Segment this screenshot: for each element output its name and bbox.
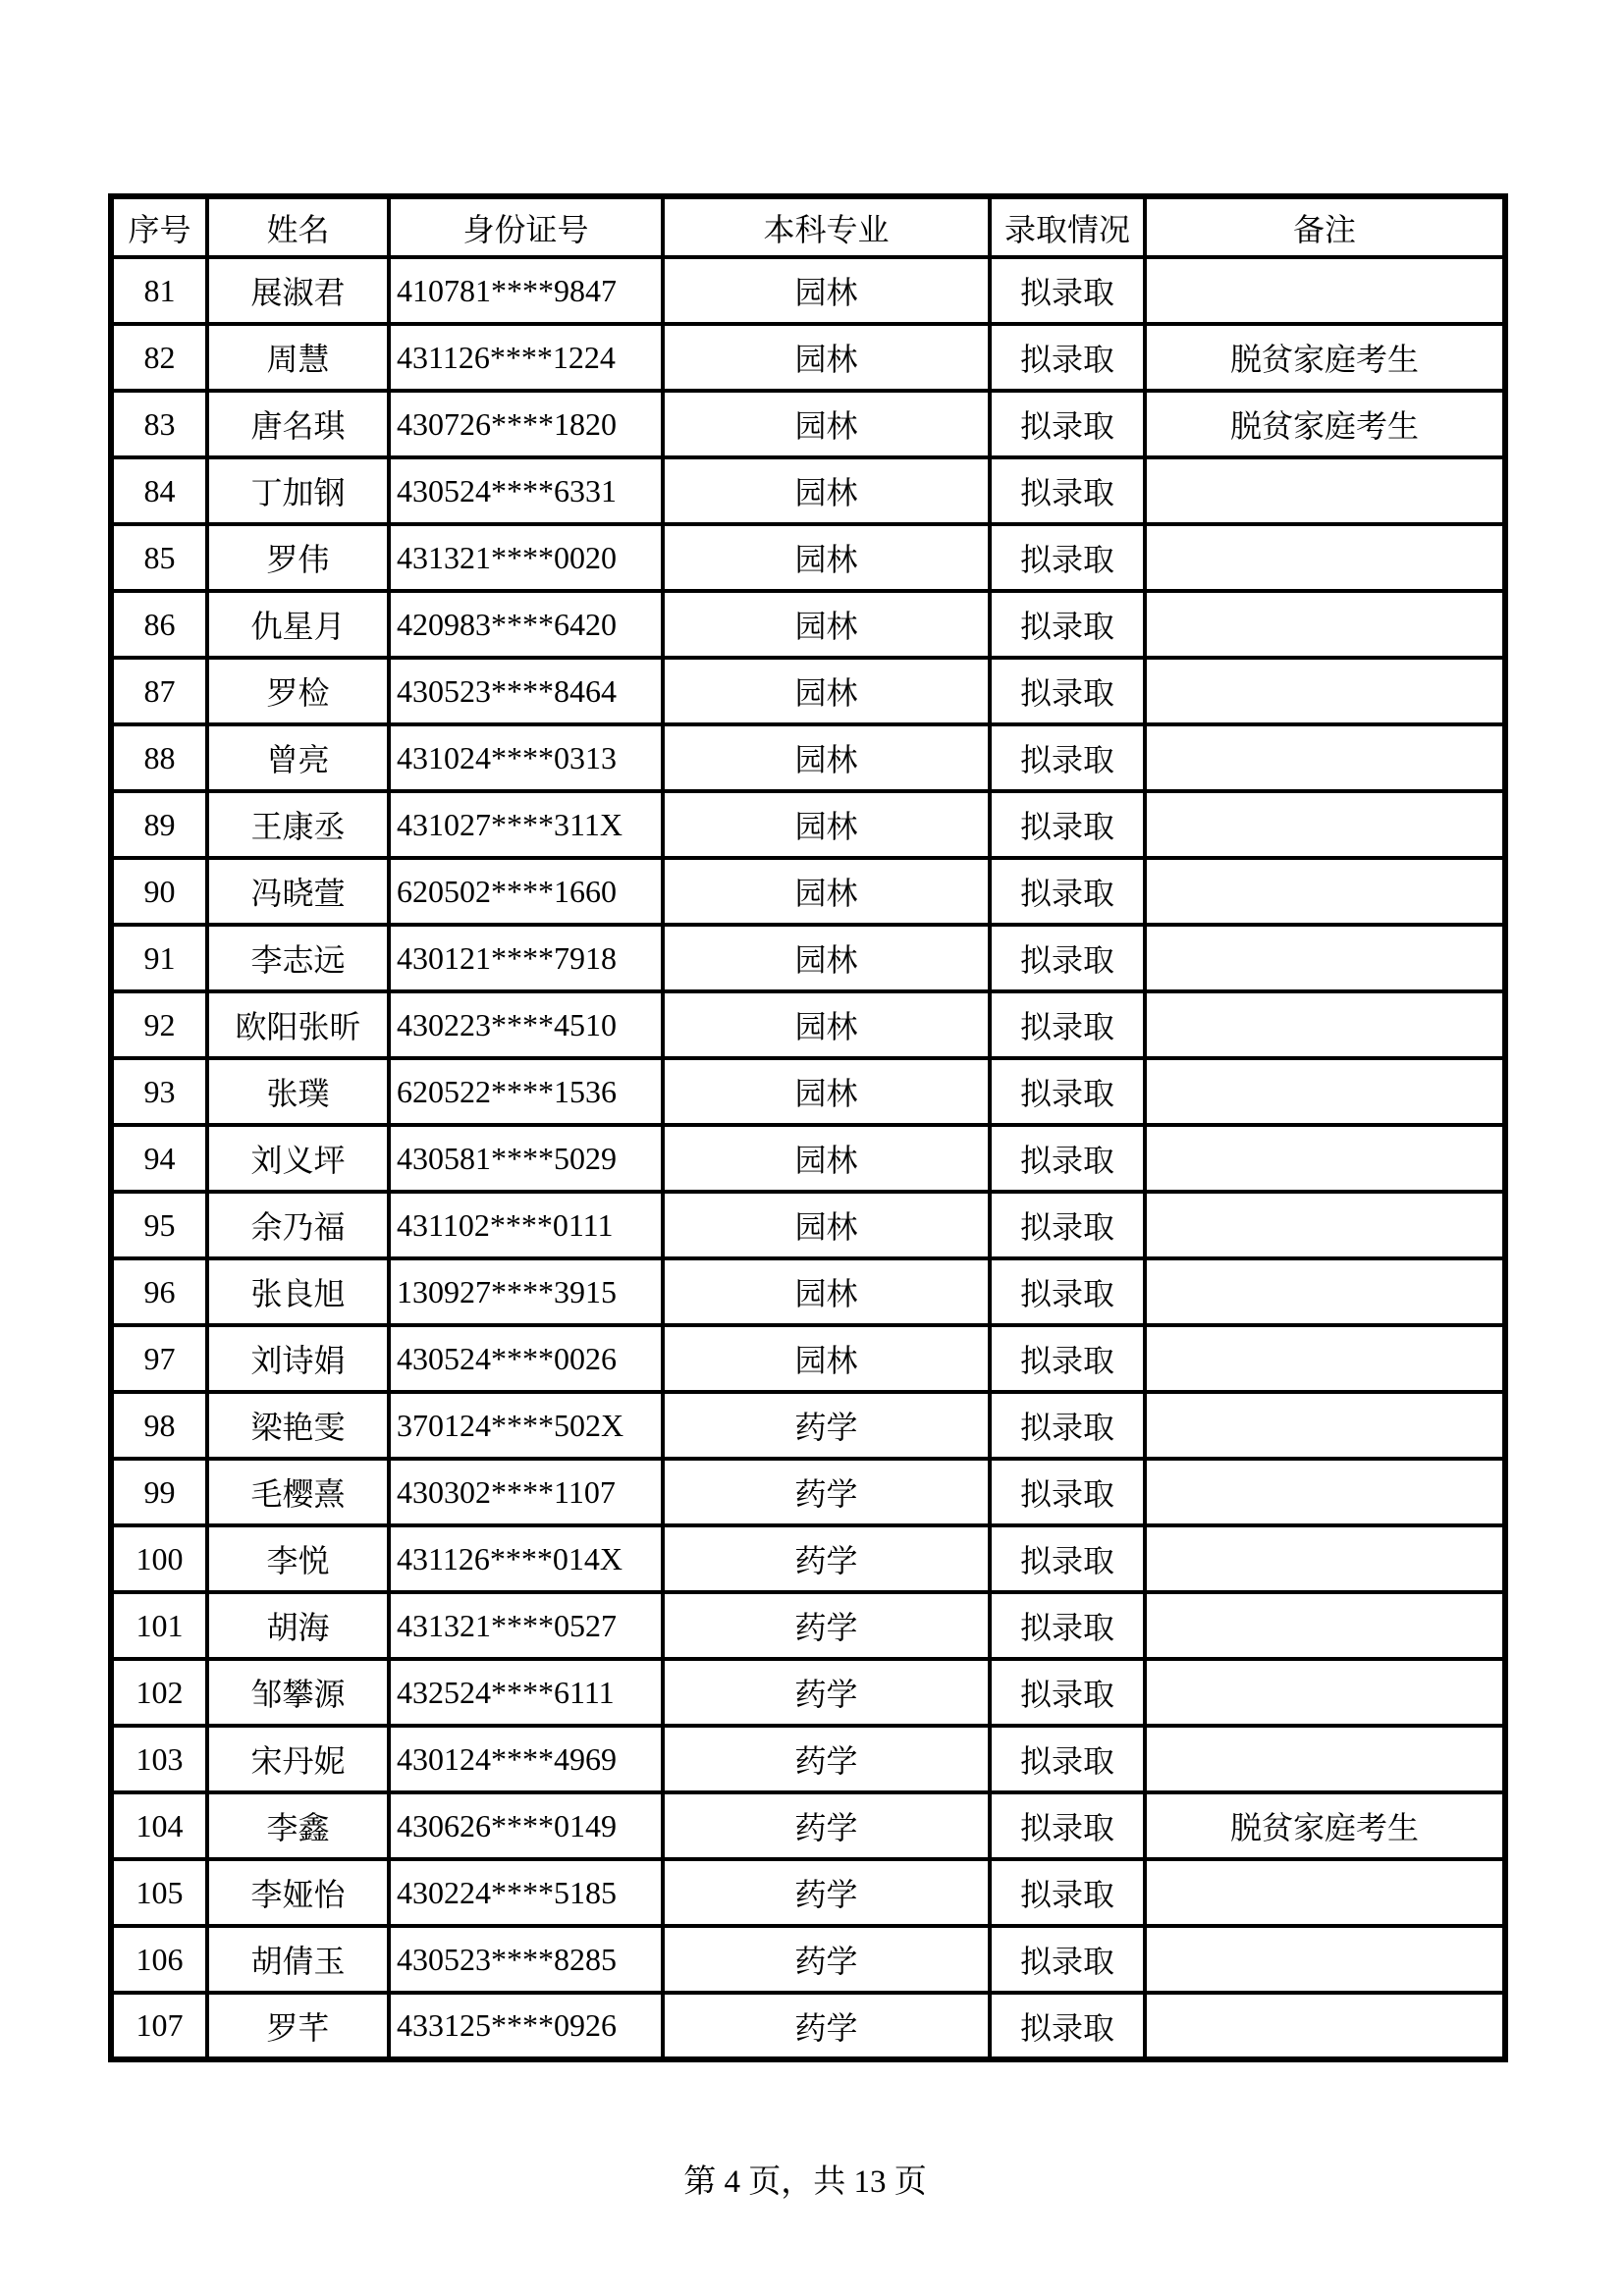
cell-name: 余乃福 xyxy=(207,1192,389,1258)
cell-id: 430524****0026 xyxy=(389,1325,663,1392)
cell-major: 园林 xyxy=(663,1058,990,1125)
cell-remark xyxy=(1145,457,1505,524)
cell-name: 李娅怡 xyxy=(207,1859,389,1926)
table-header-row xyxy=(111,196,1505,257)
cell-name: 李悦 xyxy=(207,1525,389,1592)
table-row xyxy=(111,1993,1505,2059)
cell-remark xyxy=(1145,1325,1505,1392)
cell-id: 430121****7918 xyxy=(389,925,663,991)
cell-id: 431027****311X xyxy=(389,791,663,858)
table-row xyxy=(111,1525,1505,1592)
cell-no: 82 xyxy=(111,324,207,391)
cell-name: 邹攀源 xyxy=(207,1659,389,1726)
cell-major: 药学 xyxy=(663,1726,990,1792)
cell-id: 431024****0313 xyxy=(389,724,663,791)
cell-status: 拟录取 xyxy=(990,791,1145,858)
cell-status: 拟录取 xyxy=(990,1459,1145,1525)
cell-id: 620502****1660 xyxy=(389,858,663,925)
cell-major: 园林 xyxy=(663,524,990,591)
cell-remark xyxy=(1145,1726,1505,1792)
cell-no: 92 xyxy=(111,991,207,1058)
table-row xyxy=(111,524,1505,591)
cell-remark xyxy=(1145,1859,1505,1926)
cell-status: 拟录取 xyxy=(990,1993,1145,2059)
cell-id: 432524****6111 xyxy=(389,1659,663,1726)
cell-no: 87 xyxy=(111,658,207,724)
cell-status: 拟录取 xyxy=(990,1525,1145,1592)
cell-no: 95 xyxy=(111,1192,207,1258)
table-row xyxy=(111,1926,1505,1993)
cell-id: 431126****014X xyxy=(389,1525,663,1592)
cell-name: 刘诗娟 xyxy=(207,1325,389,1392)
cell-name: 冯晓萱 xyxy=(207,858,389,925)
cell-status: 拟录取 xyxy=(990,324,1145,391)
cell-major: 药学 xyxy=(663,1926,990,1993)
cell-status: 拟录取 xyxy=(990,257,1145,324)
cell-major: 园林 xyxy=(663,658,990,724)
cell-remark xyxy=(1145,991,1505,1058)
table-row xyxy=(111,457,1505,524)
cell-no: 94 xyxy=(111,1125,207,1192)
cell-remark xyxy=(1145,1058,1505,1125)
cell-major: 园林 xyxy=(663,591,990,658)
cell-id: 420983****6420 xyxy=(389,591,663,658)
page-footer: 第 4 页，共 13 页 xyxy=(683,2164,927,2200)
cell-major: 园林 xyxy=(663,457,990,524)
cell-remark xyxy=(1145,791,1505,858)
table-row xyxy=(111,925,1505,991)
cell-id: 430581****5029 xyxy=(389,1125,663,1192)
cell-major: 药学 xyxy=(663,1392,990,1459)
cell-id: 430524****6331 xyxy=(389,457,663,524)
cell-remark xyxy=(1145,1459,1505,1525)
cell-remark xyxy=(1145,1659,1505,1726)
cell-no: 96 xyxy=(111,1258,207,1325)
cell-status: 拟录取 xyxy=(990,1058,1145,1125)
cell-status: 拟录取 xyxy=(990,1592,1145,1659)
cell-name: 李鑫 xyxy=(207,1792,389,1859)
cell-major: 园林 xyxy=(663,257,990,324)
cell-major: 园林 xyxy=(663,1192,990,1258)
cell-name: 宋丹妮 xyxy=(207,1726,389,1792)
cell-status: 拟录取 xyxy=(990,1926,1145,1993)
cell-id: 620522****1536 xyxy=(389,1058,663,1125)
table-row xyxy=(111,658,1505,724)
table-row xyxy=(111,1459,1505,1525)
table-row xyxy=(111,1325,1505,1392)
cell-status: 拟录取 xyxy=(990,724,1145,791)
cell-no: 86 xyxy=(111,591,207,658)
cell-id: 410781****9847 xyxy=(389,257,663,324)
cell-name: 周慧 xyxy=(207,324,389,391)
cell-major: 园林 xyxy=(663,324,990,391)
cell-no: 107 xyxy=(111,1993,207,2059)
cell-major: 园林 xyxy=(663,858,990,925)
cell-remark xyxy=(1145,1192,1505,1258)
cell-status: 拟录取 xyxy=(990,1125,1145,1192)
cell-status: 拟录取 xyxy=(990,991,1145,1058)
cell-name: 罗伟 xyxy=(207,524,389,591)
cell-major: 园林 xyxy=(663,391,990,457)
cell-status: 拟录取 xyxy=(990,1325,1145,1392)
cell-no: 88 xyxy=(111,724,207,791)
cell-name: 张璞 xyxy=(207,1058,389,1125)
cell-major: 园林 xyxy=(663,1325,990,1392)
cell-name: 曾亮 xyxy=(207,724,389,791)
cell-no: 102 xyxy=(111,1659,207,1726)
cell-status: 拟录取 xyxy=(990,391,1145,457)
table-row xyxy=(111,1258,1505,1325)
cell-no: 106 xyxy=(111,1926,207,1993)
cell-major: 园林 xyxy=(663,724,990,791)
cell-remark xyxy=(1145,1592,1505,1659)
table-row xyxy=(111,991,1505,1058)
table-row xyxy=(111,1792,1505,1859)
cell-no: 98 xyxy=(111,1392,207,1459)
cell-remark xyxy=(1145,658,1505,724)
header-cell-name: 姓名 xyxy=(207,196,389,257)
cell-status: 拟录取 xyxy=(990,457,1145,524)
cell-remark xyxy=(1145,591,1505,658)
cell-remark xyxy=(1145,858,1505,925)
cell-remark xyxy=(1145,1258,1505,1325)
admission-table xyxy=(108,193,1508,2062)
cell-status: 拟录取 xyxy=(990,858,1145,925)
cell-major: 药学 xyxy=(663,1659,990,1726)
header-cell-status: 录取情况 xyxy=(990,196,1145,257)
cell-major: 园林 xyxy=(663,1258,990,1325)
cell-remark: 脱贫家庭考生 xyxy=(1145,1792,1505,1859)
cell-name: 胡海 xyxy=(207,1592,389,1659)
cell-name: 仇星月 xyxy=(207,591,389,658)
cell-major: 园林 xyxy=(663,925,990,991)
header-cell-major: 本科专业 xyxy=(663,196,990,257)
cell-name: 欧阳张昕 xyxy=(207,991,389,1058)
cell-status: 拟录取 xyxy=(990,925,1145,991)
table-row xyxy=(111,391,1505,457)
cell-name: 展淑君 xyxy=(207,257,389,324)
cell-id: 430726****1820 xyxy=(389,391,663,457)
cell-no: 91 xyxy=(111,925,207,991)
table-row xyxy=(111,724,1505,791)
cell-name: 罗芊 xyxy=(207,1993,389,2059)
cell-major: 药学 xyxy=(663,1859,990,1926)
cell-status: 拟录取 xyxy=(990,524,1145,591)
cell-id: 430523****8285 xyxy=(389,1926,663,1993)
cell-no: 104 xyxy=(111,1792,207,1859)
header-cell-no: 序号 xyxy=(111,196,207,257)
cell-status: 拟录取 xyxy=(990,1659,1145,1726)
cell-name: 李志远 xyxy=(207,925,389,991)
table-row xyxy=(111,1726,1505,1792)
cell-remark xyxy=(1145,1392,1505,1459)
cell-status: 拟录取 xyxy=(990,1392,1145,1459)
cell-no: 100 xyxy=(111,1525,207,1592)
cell-id: 430124****4969 xyxy=(389,1726,663,1792)
cell-id: 433125****0926 xyxy=(389,1993,663,2059)
cell-no: 83 xyxy=(111,391,207,457)
cell-no: 81 xyxy=(111,257,207,324)
cell-name: 王康丞 xyxy=(207,791,389,858)
cell-no: 101 xyxy=(111,1592,207,1659)
cell-no: 105 xyxy=(111,1859,207,1926)
cell-name: 刘义坪 xyxy=(207,1125,389,1192)
table-row xyxy=(111,1659,1505,1726)
header-cell-remark: 备注 xyxy=(1145,196,1505,257)
cell-status: 拟录取 xyxy=(990,658,1145,724)
cell-no: 97 xyxy=(111,1325,207,1392)
cell-name: 张良旭 xyxy=(207,1258,389,1325)
cell-id: 430224****5185 xyxy=(389,1859,663,1926)
table-row xyxy=(111,1392,1505,1459)
cell-major: 园林 xyxy=(663,791,990,858)
table-row xyxy=(111,858,1505,925)
cell-id: 430523****8464 xyxy=(389,658,663,724)
cell-remark xyxy=(1145,257,1505,324)
cell-status: 拟录取 xyxy=(990,1859,1145,1926)
cell-id: 430223****4510 xyxy=(389,991,663,1058)
cell-remark xyxy=(1145,524,1505,591)
cell-id: 430626****0149 xyxy=(389,1792,663,1859)
cell-remark: 脱贫家庭考生 xyxy=(1145,391,1505,457)
cell-status: 拟录取 xyxy=(990,591,1145,658)
cell-no: 99 xyxy=(111,1459,207,1525)
cell-id: 430302****1107 xyxy=(389,1459,663,1525)
table-row xyxy=(111,1125,1505,1192)
table-row xyxy=(111,257,1505,324)
cell-name: 唐名琪 xyxy=(207,391,389,457)
cell-remark xyxy=(1145,1993,1505,2059)
cell-no: 93 xyxy=(111,1058,207,1125)
cell-major: 药学 xyxy=(663,1592,990,1659)
cell-remark xyxy=(1145,1125,1505,1192)
table-row xyxy=(111,1859,1505,1926)
cell-major: 园林 xyxy=(663,1125,990,1192)
cell-id: 431102****0111 xyxy=(389,1192,663,1258)
table-row xyxy=(111,324,1505,391)
cell-remark xyxy=(1145,1926,1505,1993)
cell-name: 胡倩玉 xyxy=(207,1926,389,1993)
cell-status: 拟录取 xyxy=(990,1192,1145,1258)
cell-id: 370124****502X xyxy=(389,1392,663,1459)
cell-status: 拟录取 xyxy=(990,1726,1145,1792)
cell-remark xyxy=(1145,925,1505,991)
cell-major: 药学 xyxy=(663,1459,990,1525)
cell-id: 431321****0527 xyxy=(389,1592,663,1659)
cell-status: 拟录取 xyxy=(990,1792,1145,1859)
cell-major: 药学 xyxy=(663,1525,990,1592)
cell-no: 103 xyxy=(111,1726,207,1792)
cell-remark: 脱贫家庭考生 xyxy=(1145,324,1505,391)
cell-name: 罗检 xyxy=(207,658,389,724)
cell-major: 园林 xyxy=(663,991,990,1058)
cell-id: 431321****0020 xyxy=(389,524,663,591)
cell-status: 拟录取 xyxy=(990,1258,1145,1325)
table-row xyxy=(111,1192,1505,1258)
cell-id: 431126****1224 xyxy=(389,324,663,391)
cell-major: 药学 xyxy=(663,1792,990,1859)
cell-no: 85 xyxy=(111,524,207,591)
cell-name: 毛樱熹 xyxy=(207,1459,389,1525)
table-row xyxy=(111,791,1505,858)
table-row xyxy=(111,1058,1505,1125)
table-row xyxy=(111,591,1505,658)
header-cell-id: 身份证号 xyxy=(389,196,663,257)
cell-major: 药学 xyxy=(663,1993,990,2059)
cell-name: 梁艳雯 xyxy=(207,1392,389,1459)
cell-no: 90 xyxy=(111,858,207,925)
cell-no: 84 xyxy=(111,457,207,524)
table-row xyxy=(111,1592,1505,1659)
cell-name: 丁加钢 xyxy=(207,457,389,524)
cell-remark xyxy=(1145,1525,1505,1592)
cell-no: 89 xyxy=(111,791,207,858)
cell-remark xyxy=(1145,724,1505,791)
cell-id: 130927****3915 xyxy=(389,1258,663,1325)
